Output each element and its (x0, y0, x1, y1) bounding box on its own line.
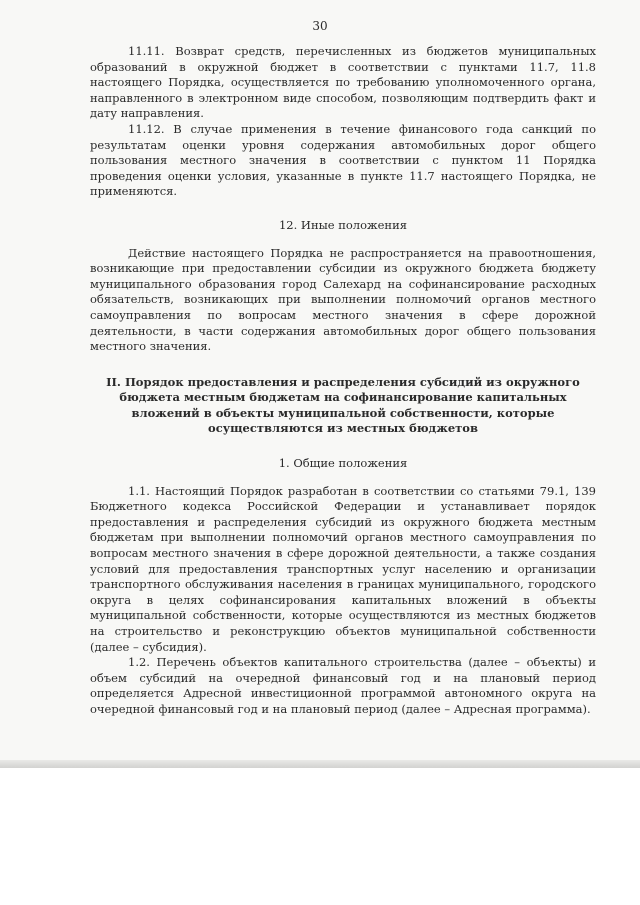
paragraph-1-2: 1.2. Перечень объектов капитального строительства (далее – объекты) и объем субсидий на очередной финансовый год и на плановый период определяется Адресной инвестиционной программой автономного округа на очередной финансовый год и на плановый период (далее – Адресная программа). (90, 655, 596, 716)
heading-other-provisions: 12. Иные положения (278, 217, 408, 232)
blank-area (0, 768, 640, 905)
paragraph-12: Действие настоящего Порядка не распространяется на правоотношения, возникающие при предоставлении субсидии из окружного бюджета бюджету муниципального образования город Салехард на софинансирование расходных обязательств, возникающих при выполнении полномочий органов местного самоуправления по вопросам местного значения в сфере дорожной деятельности, в части содержания автомобильных дорог общего пользования местного значения. (90, 245, 596, 354)
page-number: 30 (312, 19, 328, 33)
document-body (90, 44, 596, 718)
paragraph-11-11: 11.11. Возврат средств, перечисленных из бюджетов муниципальных образований в окружной бюджет в соответствии с пунктами 11.7, 11.8 настоящего Порядка, осуществляется по требованию уполномоченного органа, направленного в электронном виде способом, позволяющим подтвердить факт и дату направления. (90, 44, 596, 121)
heading-section-2: II. Порядок предоставления и распределения субсидий из окружного бюджета местным бюджетам на софинансирование капитальных вложений в объекты муниципальной собственности, которые осуществляются из местных бюджетов (106, 374, 580, 436)
paragraph-1-1: 1.1. Настоящий Порядок разработан в соответствии со статьями 79.1, 139 Бюджетного кодекса Российской Федерации и устанавливает порядок предоставления и распределения субсидий из окружного бюджета местным бюджетам при выполнении полномочий органов местного самоуправления по вопросам местного значения в сфере дорожной деятельности, а также создания условий для предоставления транспортных услуг населению и организации транспортного обслуживания населения в границах муниципального, городского округа в целях софинансирования капитальных вложений в объекты муниципальной собственности, которые осуществляются из местных бюджетов на строительство и реконструкцию объектов муниципальной собственности (далее – субсидия). (90, 483, 596, 654)
paragraph-11-12: 11.12. В случае применения в течение финансового года санкций по результатам оценки уровня содержания автомобильных дорог общего пользования местного значения в соответствии с пунктом 11 Порядка проведения оценки условия, указанные в пункте 11.7 настоящего Порядка, не применяются. (90, 121, 596, 199)
scan-edge (0, 760, 640, 768)
heading-general-provisions: 1. Общие положения (278, 456, 408, 471)
